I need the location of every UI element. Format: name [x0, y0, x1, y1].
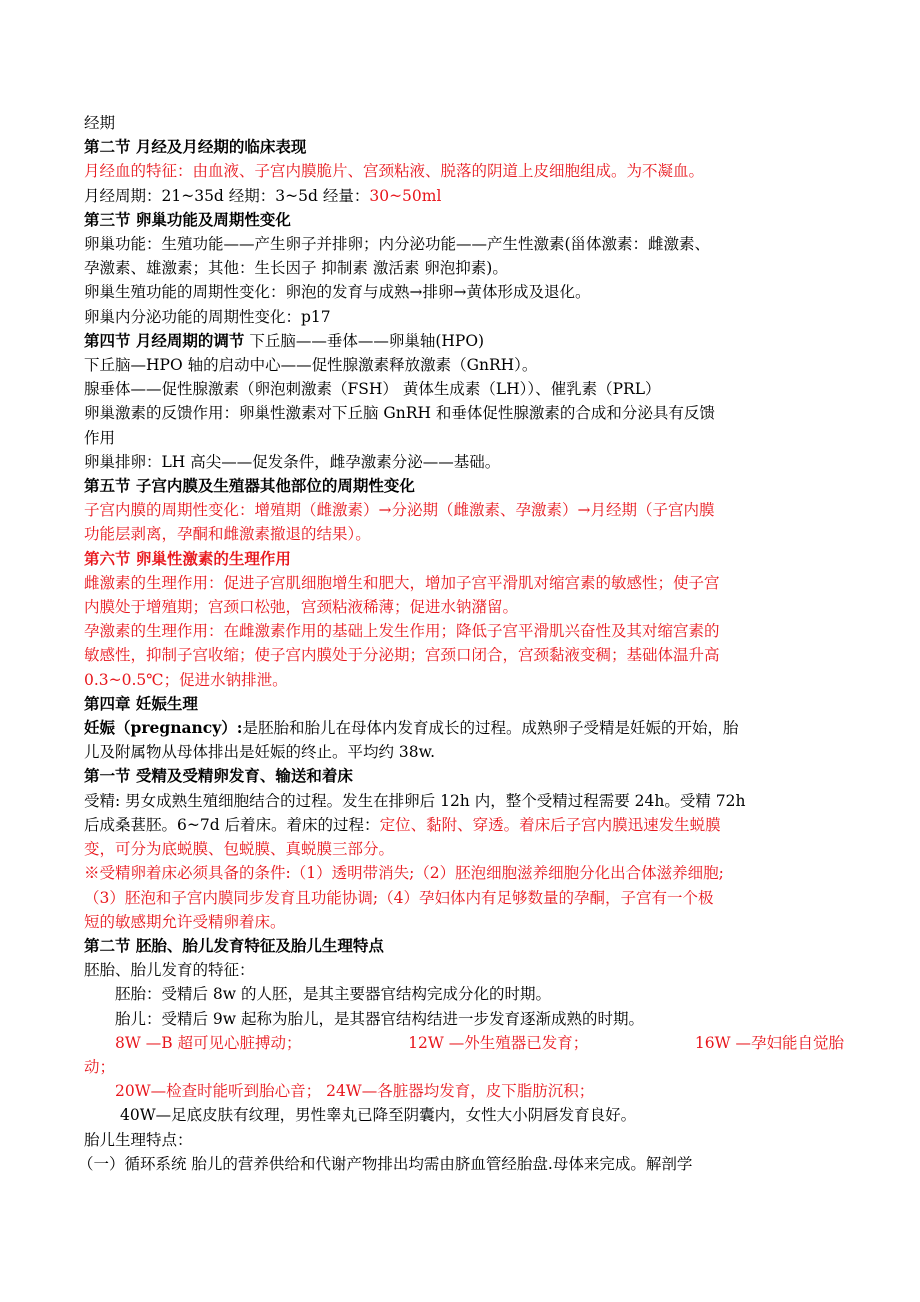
text-segment: 第一节 受精及受精卵发育、输送和着床 [84, 766, 353, 786]
text-line [84, 232, 844, 256]
text-segment: 第五节 子宫内膜及生殖器其他部位的周期性变化 [84, 476, 415, 496]
text-line [84, 982, 844, 1006]
text-line [84, 1007, 844, 1031]
text-line [84, 208, 844, 232]
text-segment: ※受精卵着床必须具备的条件:（1）透明带消失;（2）胚泡细胞滋养细胞分化出合体滋养细胞; [84, 864, 724, 883]
text-segment: 卵巢内分泌功能的周期性变化：p17 [84, 307, 331, 326]
text-line [84, 958, 844, 982]
text-line [84, 1055, 844, 1079]
text-segment: 经期 [84, 114, 116, 132]
text-line [84, 377, 844, 401]
text-line [84, 450, 844, 474]
text-segment: 定位、黏附、穿透。着床后子宫内膜迅速发生蜕膜 [379, 815, 721, 834]
text-segment: 受精: 男女成熟生殖细胞结合的过程。发生在排卵后 12h 内，整个受精过程需要 24h。受精 72h [84, 791, 746, 810]
text-segment: 孕激素的生理作用：在雌激素作用的基础上发生作用；降低子宫平滑肌兴奋性及其对缩宫素的 [84, 622, 720, 641]
text-segment: 胚胎、胎儿发育的特征： [84, 961, 255, 980]
text-segment: 胎儿：受精后 9w 起称为胎儿，是其器官结构结进一步发育逐渐成熟的时期。 [115, 1009, 644, 1028]
text-segment: 30~50ml [369, 186, 442, 205]
text-line [84, 401, 844, 425]
text-line [84, 789, 844, 813]
text-segment: 第六节 卵巢性激素的生理作用 [84, 548, 291, 568]
text-line [84, 934, 844, 958]
text-line [84, 498, 844, 522]
text-line [84, 135, 844, 159]
text-segment: 月经血的特征：由血液、子宫内膜脆片、宫颈粘液、脱落的阴道上皮细胞组成。为不凝血。 [84, 162, 705, 181]
text-line [84, 886, 844, 910]
text-line [84, 1103, 844, 1127]
text-segment: 卵巢激素的反馈作用：卵巢性激素对下丘脑 GnRH 和垂体促性腺激素的合成和分泌具有反馈 [84, 404, 715, 423]
text-segment: 雌激素的生理作用：促进子宫肌细胞增生和肥大，增加子宫平滑肌对缩宫素的敏感性；使子宫 [84, 573, 720, 592]
text-line [84, 111, 844, 135]
text-segment: 妊娠（pregnancy）: [84, 718, 243, 738]
text-segment: 月经周期：21~35d 经期：3~5d 经量： [84, 186, 370, 205]
text-segment: 后成桑葚胚。6~7d 后着床。着床的过程： [84, 815, 380, 834]
text-segment: 胚胎：受精后 8w 的人胚，是其主要器官结构完成分化的时期。 [115, 985, 551, 1004]
text-line [84, 159, 844, 183]
text-line [84, 522, 844, 546]
text-segment: 变，可分为底蜕膜、包蜕膜、真蜕膜三部分。 [84, 840, 395, 859]
text-line [84, 426, 844, 450]
text-segment: （一）循环系统 胎儿的营养供给和代谢产物排出均需由脐血管经胎盘.母体来完成。解剖学 [78, 1154, 693, 1173]
text-line [84, 643, 844, 667]
text-segment: 功能层剥离，孕酮和雌激素撤退的结果）。 [84, 525, 371, 544]
text-line [84, 1031, 844, 1055]
text-line [84, 184, 844, 208]
text-line [84, 837, 844, 861]
text-segment: 卵巢功能：生殖功能——产生卵子并排卵；内分泌功能——产生性激素(甾体激素：雌激素、 [84, 235, 711, 254]
text-line [84, 619, 844, 643]
text-line [84, 1079, 844, 1103]
text-segment: 卵巢生殖功能的周期性变化：卵泡的发育与成熟→排卵→黄体形成及退化。 [84, 283, 591, 302]
text-segment: 腺垂体——促性腺激素（卵泡刺激素（FSH） 黄体生成素（LH））、催乳素（PRL） [84, 380, 661, 399]
text-segment: 作用 [84, 428, 116, 447]
text-segment: 短的敏感期允许受精卵着床。 [84, 912, 286, 931]
text-line [84, 692, 844, 716]
text-segment: 子宫内膜的周期性变化：增殖期（雌激素）→分泌期（雌激素、孕激素）→月经期（子宫内膜 [84, 501, 715, 520]
text-line [84, 571, 844, 595]
text-line [78, 1152, 844, 1176]
text-line [84, 668, 844, 692]
text-segment: 20W—检查时能听到胎心音； 24W—各脏器均发育，皮下脂肪沉积； [115, 1082, 595, 1101]
text-segment: 第二节 月经及月经期的临床表现 [84, 137, 307, 157]
text-segment: 下丘脑——垂体——卵巢轴(HPO) [244, 331, 485, 350]
text-segment: 40W—足底皮肤有纹理，男性睾丸已降至阴囊内，女性大小阴唇发育良好。 [120, 1106, 637, 1125]
text-line [84, 740, 844, 764]
text-line [84, 280, 844, 304]
text-line [84, 474, 844, 498]
text-segment: 内膜处于增殖期；宫颈口松弛，宫颈粘液稀薄；促进水钠潴留。 [84, 598, 519, 617]
text-line [84, 910, 844, 934]
text-segment: （3）胚泡和子宫内膜同步发育且功能协调;（4）孕妇体内有足够数量的孕酮，子宫有一个极 [84, 888, 714, 907]
text-line [84, 353, 844, 377]
text-segment: 下丘脑—HPO 轴的启动中心——促性腺激素释放激素（GnRH）。 [84, 356, 538, 375]
text-segment: 儿及附属物从母体排出是妊娠的终止。平均约 38w. [84, 743, 436, 762]
text-segment: 孕激素、雄激素；其他：生长因子 抑制素 激活素 卵泡抑素)。 [84, 259, 508, 278]
text-segment: 第四节 月经周期的调节 [84, 330, 245, 350]
text-segment: 16W —孕妇能自觉胎 [694, 1033, 844, 1052]
text-line [84, 764, 844, 788]
text-line [84, 256, 844, 280]
text-segment: 卵巢排卵：LH 高尖——促发条件，雌孕激素分泌——基础。 [84, 452, 501, 471]
text-segment: 是胚胎和胎儿在母体内发育成长的过程。成熟卵子受精是妊娠的开始，胎 [242, 719, 739, 738]
text-segment: 动； [84, 1057, 116, 1076]
text-line [84, 329, 844, 353]
text-line [84, 305, 844, 329]
text-segment: 第二节 胚胎、胎儿发育特征及胎儿生理特点 [84, 935, 384, 955]
text-line [84, 595, 844, 619]
text-line [84, 547, 844, 571]
text-line [84, 861, 844, 885]
text-segment: 第三节 卵巢功能及周期性变化 [84, 209, 291, 229]
text-segment: 敏感性，抑制子宫收缩；使子宫内膜处于分泌期；宫颈口闭合，宫颈黏液变稠；基础体温升高 [84, 646, 720, 665]
text-segment: 8W —B 超可见心脏搏动； [115, 1033, 302, 1052]
text-segment: 胎儿生理特点： [84, 1130, 193, 1149]
text-line [84, 1128, 844, 1152]
text-segment: 第四章 妊娠生理 [84, 693, 198, 713]
text-segment: 0.3~0.5℃；促进水钠排泄。 [84, 670, 288, 689]
document-body [78, 111, 844, 1176]
text-segment: 12W —外生殖器已发育； [408, 1033, 589, 1052]
text-line [84, 813, 844, 837]
text-line [84, 716, 844, 740]
